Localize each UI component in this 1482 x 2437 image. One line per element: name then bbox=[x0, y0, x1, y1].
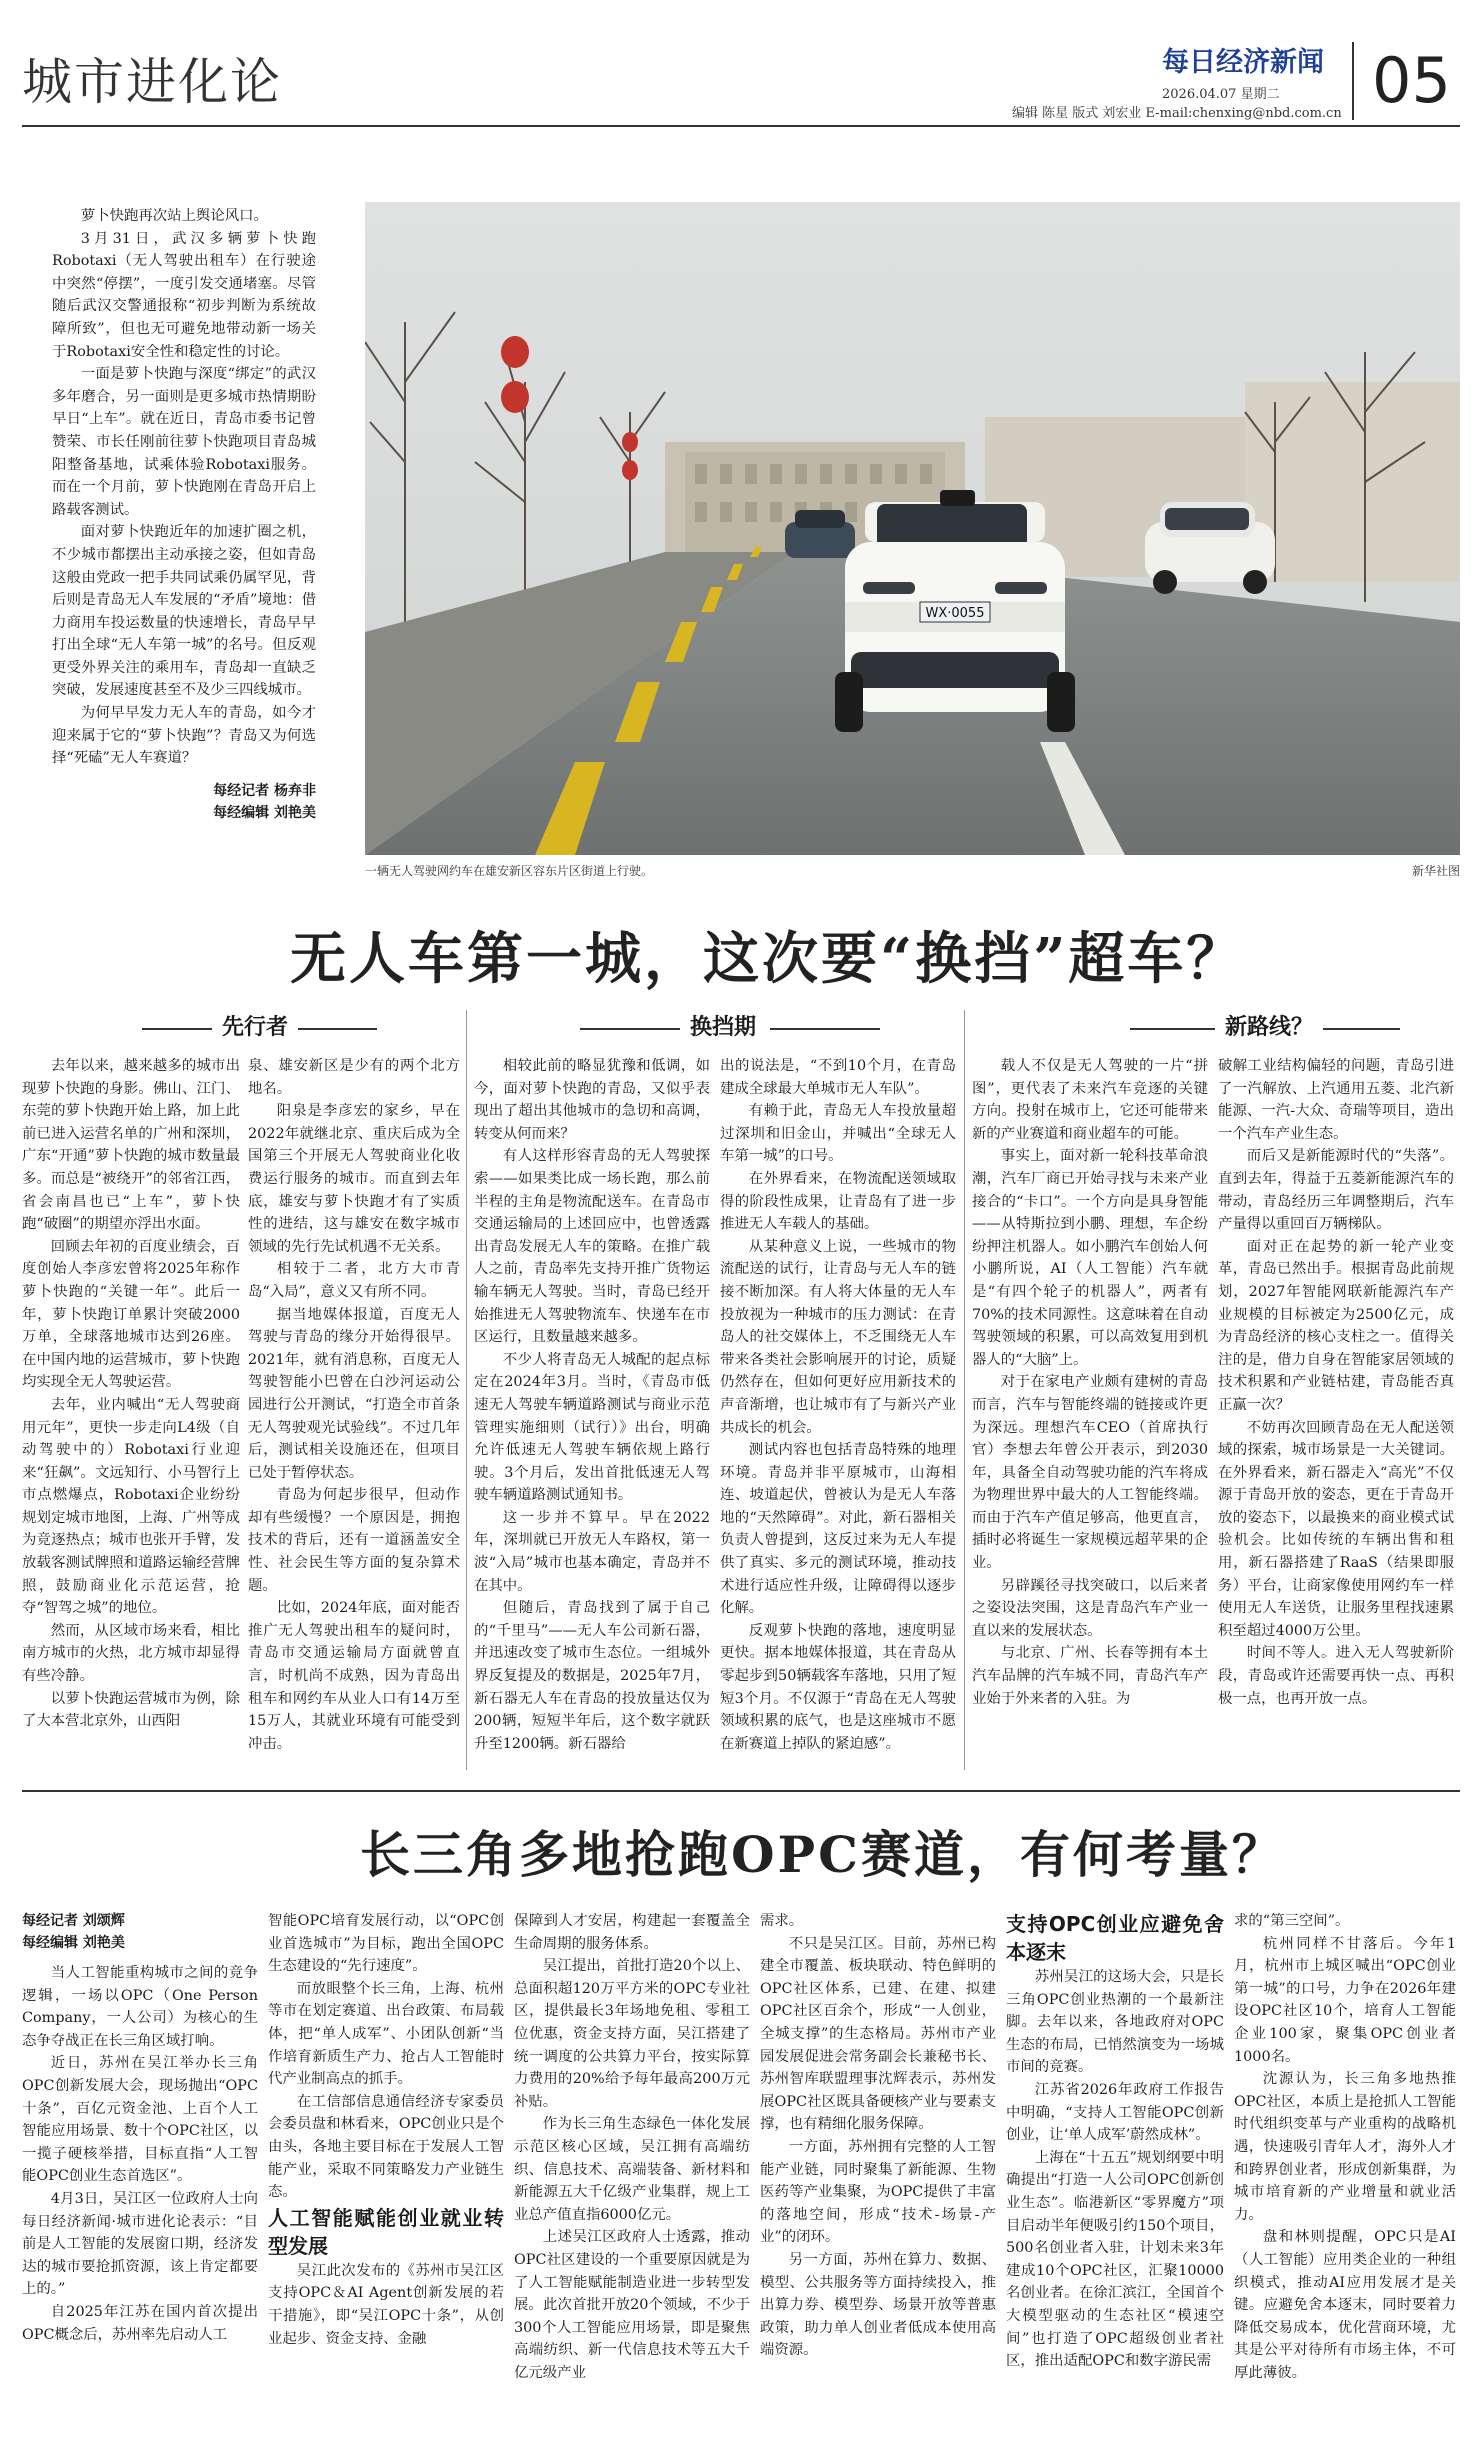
paragraph: 4月3日，吴江区一位政府人士向每日经济新闻·城市进化论表示：“目前是人工智能的发展窗口期，经济发达的城市要抢抓资源，该上肯定都要上的。” bbox=[22, 2190, 258, 2298]
paragraph: 载人不仅是无人驾驶的一片“拼图”，更代表了未来汽车竞逐的关键方向。投射在城市上，它还可能带来新的产业赛道和商业超车的可能。 bbox=[972, 1058, 1208, 1142]
paragraph: 当人工智能重构城市之间的竞争逻辑，一场以OPC（One Person Company，一人公司）为核心的生态争夺战正在长三角区域打响。 bbox=[22, 1965, 258, 2049]
paragraph: 青岛为何起步很早，但动作却有些缓慢？一个原因是，拥抱技术的背后，还有一道涵盖安全性、社会民生等方面的复杂算术题。 bbox=[248, 1487, 460, 1594]
paragraph: 近日，苏州在吴江举办长三角OPC创新发展大会，现场抛出“OPC十条”，百亿元资金池、上百个人工智能应用场景、数十个OPC社区，以一揽子硬核举措，目标直指“人工智能OPC创业生态首选区”。 bbox=[22, 2055, 258, 2185]
newspaper-brand: 每日经济新闻 bbox=[1162, 47, 1324, 78]
paragraph: 而放眼整个长三角，上海、杭州等市在划定赛道、出台政策、布局载体，把“单人成军”、小团队创新“当作培育新质生产力、抢占人工智能时代产业制高点的抓手。 bbox=[268, 1980, 504, 2088]
paragraph: 不少人将青岛无人城配的起点标定在2024年3月。当时，《青岛市低速无人驾驶车辆道路测试与商业示范管理实施细则（试行）》出台，明确允许低速无人驾驶车辆依规上路行驶。3个月后，发出首批低速无人驾驶车辆道路测试通知书。 bbox=[474, 1351, 710, 1504]
paragraph: 江苏省2026年政府工作报告中明确，“支持人工智能OPC创新创业，让‘单人成军’蔚然成林”。 bbox=[1006, 2081, 1224, 2144]
paragraph: 智能OPC培育发展行动，以“OPC创业首选城市”为目标，跑出全国OPC生态建设的“先行速度”。 bbox=[268, 1913, 504, 1975]
paragraph: 吴江提出，首批打造20个以上、总面积超120万平方米的OPC专业社区，提供最长3年场地免租、零租工位优惠，资金支持方面，吴江搭建了统一调度的公共算力平台，按实际算力费用的20%给予每年最高200万元补贴。 bbox=[514, 1958, 750, 2110]
paragraph: 事实上，面对新一轮科技革命浪潮，汽车厂商已开始寻找与未来产业接合的“卡口”。一个方向是具身智能——从特斯拉到小鹏、理想，车企纷纷押注机器人。如小鹏汽车创始人何小鹏所说，AI（人工智能）汽车就是“有四个轮子的机器人”，两者有70%的技术同源性。这意味着在自动驾驶领域的积累，可以高效复用到机器人的“大脑”上。 bbox=[972, 1148, 1208, 1368]
intro-column bbox=[52, 205, 316, 824]
section-rule bbox=[770, 1028, 880, 1030]
section-title-new-route: 新路线？ bbox=[1215, 1010, 1323, 1041]
paragraph: 相较于二者，北方大市青岛“入局”，意义又有所不同。 bbox=[248, 1261, 460, 1300]
subheading: 人工智能赋能创业就业转型发展 bbox=[268, 2205, 504, 2258]
paragraph: 这一步并不算早。早在2022年，深圳就已开放无人车路权，第一波“入局”城市也基本确定，青岛并不在其中。 bbox=[474, 1509, 710, 1594]
paragraph: 对于在家电产业颇有建树的青岛而言，汽车与智能终端的链接或许更为深远。理想汽车CEO（首席执行官）李想去年曾公开表示，到2030年，具备全自动驾驶功能的汽车将成为物理世界中最大的人工智能终端。而由于汽车产值足够高，他更直言，插时必将诞生一家规模远超苹果的企业。 bbox=[972, 1374, 1208, 1572]
article1-col1 bbox=[22, 1055, 240, 1733]
paragraph: 与北京、广州、长春等拥有本土汽车品牌的汽车城不同，青岛汽车产业始于外来者的入驻。为 bbox=[972, 1645, 1208, 1707]
paragraph: 有人这样形容青岛的无人驾驶探索——如果类比成一场长跑，那么前半程的主角是物流配送车。在青岛市交通运输局的上述回应中，也曾透露出青岛发展无人车的策略。在推广载人之前，青岛率先支持开推广货物运输车辆无人驾驶。当时，青岛已经开始推进无人驾驶物流车、快递车在市区运行，且数量越来越多。 bbox=[474, 1148, 710, 1346]
paragraph: 阳泉是李彦宏的家乡，早在2022年就继北京、重庆后成为全国第三个开展无人驾驶商业化收费运行服务的城市。而直到去年底，雄安与萝卜快跑才有了实质性的进结，这与雄安在数字城市领域的先行先试机遇不无关系。 bbox=[248, 1103, 460, 1255]
paragraph: 破解工业结构偏轻的问题，青岛引进了一汽解放、上汽通用五菱、北汽新能源、一汽-大众、奇瑞等项目，造出一个汽车产业生态。 bbox=[1218, 1058, 1454, 1142]
paragraph: 不妨再次回顾青岛在无人配送领域的探索，城市场景是一大关键词。在外界看来，新石器走入“高光”不仅源于青岛开放的姿态，更在于青岛开放的姿态下，以最换来的商业模式试验机会。比如传统的车辆出售和租用，新石器搭建了RaaS（结果即服务）平台，让商家像使用网约车一样使用无人车送货，让服务里程找速累积至超过4000万公里。 bbox=[1218, 1419, 1454, 1639]
reporter-byline: 每经记者 杨弃非 bbox=[213, 782, 316, 799]
paragraph: 而后又是新能源时代的“失落”。直到去年，得益于五菱新能源汽车的带动，青岛经历三年调整期后，汽车产量得以重回百万辆梯队。 bbox=[1218, 1148, 1454, 1233]
paragraph: 回顾去年初的百度业绩会，百度创始人李彦宏曾将2025年称作萝卜快跑的“关键一年”。此后一年，萝卜快跑订单累计突破2000万单，全球落地城市达到26座。在中国内地的运营城市，萝卜快跑均实现全无人驾驶运营。 bbox=[22, 1238, 240, 1391]
paragraph: 另一方面，苏州在算力、数据、模型、公共服务等方面持续投入，推出算力券、模型券、场景开放等普惠政策，助力单人创业者低成本使用高端资源。 bbox=[760, 2251, 996, 2359]
article2-col5 bbox=[1006, 1910, 1224, 2373]
paragraph: 比如，2024年底，面对能否推广无人驾驶出租车的疑问时，青岛市交通运输局方面就曾直言，时机尚不成熟，因为青岛出租车和网约车从业人口有14万至15万人，其就业环境有可能受到冲击。 bbox=[248, 1600, 460, 1752]
photo-credit: 新华社图 bbox=[1412, 864, 1461, 878]
article2-col6 bbox=[1234, 1910, 1456, 2384]
license-plate-text: WX·0055 bbox=[925, 606, 985, 621]
article1-col4 bbox=[720, 1055, 956, 1755]
page-number: 05 bbox=[1372, 44, 1451, 117]
subheading: 支持OPC创业应避免舍本逐末 bbox=[1006, 1912, 1224, 1964]
intro-paragraph: 一面是萝卜快跑与深度“绑定”的武汉多年磨合，另一面则是更多城市热情期盼早日“上车”。就在近日，青岛市委书记曾赞荣、市长任刚前往萝卜快跑项目青岛城阳整备基地，试乘体验Robotaxi服务。而在一个月前，萝卜快跑刚在青岛开启上路载客测试。 bbox=[52, 366, 316, 518]
column-divider bbox=[466, 1010, 467, 1770]
article2-headline: 长三角多地抢跑OPC赛道，有何考量？ bbox=[360, 1825, 1285, 1884]
article1-col5 bbox=[972, 1055, 1208, 1710]
photo-caption: 一辆无人驾驶网约车在雄安新区容东片区街道上行驶。 bbox=[365, 864, 654, 878]
section-rule bbox=[297, 1028, 377, 1030]
paragraph: 求的“第三空间”。 bbox=[1234, 1913, 1350, 1929]
paragraph: 作为长三角生态绿色一体化发展示范区核心区域，吴江拥有高端纺织、信息技术、高端装备、新材料和新能源五大千亿级产业集群，规上工业总产值直指6000亿元。 bbox=[514, 2116, 750, 2223]
paragraph: 吴江此次发布的《苏州市吴江区支持OPC＆AI Agent创新发展的若干措施》，即“吴江OPC十条”，从创业起步、资金支持、金融 bbox=[268, 2262, 504, 2347]
editor-byline: 每经编辑 刘艳美 bbox=[22, 1935, 125, 1951]
paragraph: 从某种意义上说，一些城市的物流配送的试行，让青岛与无人车的链接不断加深。有人将大体量的无人车投放视为一种城市的压力测试：在青岛人的社交媒体上，不乏围绕无人车带来各类社会影响展开的讨论，质疑仍然存在，但如何更好应用新技术的声音渐增，也让城市有了与新兴产业共成长的机会。 bbox=[720, 1238, 956, 1436]
paragraph: 杭州同样不甘落后。今年1月，杭州市上城区喊出“OPC创业第一城”的口号，力争在2026年建设OPC社区10个，培育人工智能企业100家，聚集OPC创业者1000名。 bbox=[1234, 1935, 1456, 2065]
section-rule bbox=[1130, 1028, 1220, 1030]
paragraph: 上述吴江区政府人士透露，推动OPC社区建设的一个重要原因就是为了人工智能赋能制造业进一步转型发展。此次首批开放20个领域，不少于300个人工智能应用场景，即是聚焦高端纺织、新一代信息技术等五大千亿元级产业 bbox=[514, 2229, 750, 2381]
section-header-shift bbox=[470, 1010, 960, 1046]
article1-col6 bbox=[1218, 1055, 1454, 1710]
column-divider bbox=[964, 1010, 965, 1770]
article2-col2 bbox=[268, 1910, 504, 2350]
article-separator bbox=[22, 1790, 1460, 1792]
paragraph: 去年，业内喊出“无人驾驶商用元年”，更快一步走向L4级（自动驾驶中的）Robotaxi行业迎来“狂飙”。文远知行、小马智行上市点燃爆点，Robotaxi企业纷纷规划定城市地图，上海、广州等成为竞逐热点；城市也张开手臂，发放载客测试牌照和道路运输经营牌照，鼓励商业化示范运营，抢夺“智驾之城”的地位。 bbox=[22, 1396, 240, 1617]
paragraph: 时间不等人。进入无人驾驶新阶段，青岛或许还需要再快一点、再积极一点，也再开放一点。 bbox=[1218, 1645, 1454, 1707]
intro-paragraph: 面对萝卜快跑近年的加速扩圈之机，不少城市都摆出主动承接之姿，但如青岛这般由党政一把手共同试乘仍属罕见，背后则是青岛无人车发展的“矛盾”境地：借力商用车投运数量的快速增长，青岛早早打出全球“无人车第一城”的名号。但反观更受外界关注的乘用车，青岛却一直缺乏突破，发展速度甚至不及少三四线城市。 bbox=[52, 524, 316, 699]
paragraph: 泉、雄安新区是少有的两个北方地名。 bbox=[248, 1058, 460, 1097]
paragraph: 面对正在起势的新一轮产业变革，青岛已然出手。根据青岛此前规划，2027年智能网联新能源汽车产业规模的目标被定为2500亿元，成为青岛经济的核心支柱之一。值得关注的是，借力自身在智能家居领域的技术积累和产业链枯建，青岛能否真正赢一次？ bbox=[1218, 1238, 1454, 1413]
intro-paragraph: 为何早早发力无人车的青岛，如今才迎来属于它的“萝卜快跑”？青岛又为何选择“死磕”无人车赛道？ bbox=[52, 705, 316, 767]
section-rule bbox=[1310, 1028, 1400, 1030]
paragraph: 据当地媒体报道，百度无人驾驶与青岛的缘分开始得很早。2021年，就有消息称，百度无人驾驶智能小巴曾在白沙河运动公园进行公开测试，“打造全市首条无人驾驶观光试验线”。不过几年后，测试相关设施还在，但项目已处于暂停状态。 bbox=[248, 1306, 460, 1481]
paragraph: 另辟蹊径寻找突破口，以后来者之姿设法突围，这是青岛汽车产业一直以来的发展状态。 bbox=[972, 1577, 1208, 1639]
paragraph: 反观萝卜快跑的落地，速度明显更快。据本地媒体报道，其在青岛从零起步到50辆载客车落地，只用了短短3个月。不仅源于“青岛在无人驾驶领域积累的底气，也是这座城市不愿在新赛道上掉队的紧迫感”。 bbox=[720, 1622, 956, 1752]
paragraph: 保障到人才安居，构建起一套覆盖全生命周期的服务体系。 bbox=[514, 1913, 750, 1952]
paragraph: 有赖于此，青岛无人车投放量超过深圳和旧金山，并喊出“全球无人车第一城”的口号。 bbox=[720, 1103, 956, 1165]
paragraph: 不只是吴江区。目前，苏州已构建全市覆盖、板块联动、特色鲜明的OPC社区体系，已建、在建、拟建OPC社区百余个，形成“一人创业，全城支撑”的生态格局。苏州市产业园发展促进会常务副会长兼秘书长、苏州智库联盟理事沈辉表示，苏州发展OPC社区既具备硬核产业与要素支撑，也有精细化服务保障。 bbox=[760, 1935, 996, 2133]
paragraph: 需求。 bbox=[760, 1913, 804, 1929]
article1-headline: 无人车第一城，这次要“换挡”超车？ bbox=[290, 926, 1246, 992]
paragraph: 沈源认为，长三角多地热推OPC社区，本质上是抢抓人工智能时代组织变革与产业重构的战略机遇，快速吸引青年人才，海外人才和跨界创业者，形成创新集群，为城市培育新的产业增量和就业活力。 bbox=[1234, 2071, 1456, 2223]
paragraph: 上海在“十五五”规划纲要中明确提出“打造一人公司OPC创新创业生态”。临港新区“零界魔方”项目启动半年便吸引约150个项目，500名创业者入驻，计划未来3年建成10个OPC社区，汇聚10000名创业者。在徐汇滨江，全国首个大模型驱动的生态社区“模速空间”也打造了OPC超级创业者社区，推出适配OPC和数字游民需 bbox=[1006, 2149, 1224, 2370]
paragraph: 自2025年江苏在国内首次提出OPC概念后，苏州率先启动人工 bbox=[22, 2303, 258, 2343]
paragraph: 出的说法是，“不到10个月，在青岛建成全球最大单城市无人车队”。 bbox=[720, 1058, 956, 1097]
paragraph: 苏州吴江的这场大会，只是长三角OPC创业热潮的一个最新注脚。去年以来，各地政府对OPC生态的布局，已悄然演变为一场城市间的竞赛。 bbox=[1006, 1969, 1224, 2076]
issue-date: 2026.04.07 星期二 bbox=[1162, 87, 1280, 102]
section-title: 城市进化论 bbox=[22, 53, 282, 111]
section-title-pioneer: 先行者 bbox=[212, 1010, 298, 1041]
paragraph: 去年以来，越来越多的城市出现萝卜快跑的身影。佛山、江门、东莞的萝卜快跑开始上路，加上此前已进入运营名单的广州和深圳，广东“开通”萝卜快跑的城市数量最多。而总是“被绕开”的邻省江西，省会南昌也已“上车”，萝卜快跑“破圈”的期望亦浮出水面。 bbox=[22, 1058, 240, 1233]
article2-col3 bbox=[514, 1910, 750, 2384]
paragraph: 一方面，苏州拥有完整的人工智能产业链，同时聚集了新能源、生物医药等产业集聚，为OPC提供了丰富的落地空间，形成“技术-场景-产业”的闭环。 bbox=[760, 2138, 996, 2246]
article2-col4 bbox=[760, 1910, 996, 2362]
section-header-new-route bbox=[985, 1010, 1455, 1046]
paragraph: 在外界看来，在物流配送领域取得的阶段性成果，让青岛有了进一步推进无人车载人的基础。 bbox=[720, 1170, 956, 1233]
paragraph: 测试内容也包括青岛特殊的地理环境。青岛并非平原城市，山海相连、坡道起伏，曾被认为是无人车落地的“天然障碍”。对此，新石器相关负责人曾提到，这反过来为无人车提供了真实、多元的测试环境，推动技术进行适应性升级，让障碍得以逐步化解。 bbox=[720, 1442, 956, 1617]
editor-line: 编辑 陈星 版式 刘宏业 E-mail:chenxing@nbd.com.cn bbox=[1012, 106, 1342, 121]
article1-col3 bbox=[474, 1055, 710, 1755]
article1-col2 bbox=[248, 1055, 460, 1755]
section-title-shift: 换挡期 bbox=[680, 1010, 766, 1041]
intro-paragraph: 萝卜快跑再次站上舆论风口。 bbox=[80, 208, 268, 224]
header-divider bbox=[1352, 42, 1354, 120]
paragraph: 然而，从区域市场来看，相比南方城市的火热，北方城市却显得有些冷静。 bbox=[22, 1622, 240, 1685]
robotaxi-street-photo bbox=[365, 202, 1460, 855]
intro-paragraph: 3月31日，武汉多辆萝卜快跑Robotaxi（无人驾驶出租车）在行驶途中突然“停摆”，一度引发交通堵塞。尽管随后武汉交警通报称“初步判断为系统故障所致”，但也无可避免地带动新一场关于Robotaxi安全性和稳定性的讨论。 bbox=[52, 230, 316, 360]
paragraph: 相较此前的略显犹豫和低调，如今，面对萝卜快跑的青岛，又似乎表现出了超出其他城市的急切和高调，转变从何而来？ bbox=[474, 1058, 710, 1142]
paragraph: 但随后，青岛找到了属于自己的“千里马”——无人车公司新石器，并迅速改变了城市生态位。一组城外界反复提及的数据是，2025年7月，新石器无人车在青岛的投放量达仅为200辆，短短半年后，这个数字就跃升至1200辆。新石器给 bbox=[474, 1600, 710, 1752]
paragraph: 盘和林则提醒，OPC只是AI（人工智能）应用类企业的一种组织模式，推动AI应用发展才是关键。应避免舍本逐末，同时要着力降低交易成本，优化营商环境，尤其是公平对待所有市场主体，不可厚此薄彼。 bbox=[1234, 2229, 1456, 2381]
article2-col1 bbox=[22, 1910, 258, 2346]
news-photo bbox=[365, 202, 1460, 855]
editor-byline: 每经编辑 刘艳美 bbox=[213, 804, 316, 821]
paragraph: 以萝卜快跑运营城市为例，除了大本营北京外，山西阳 bbox=[22, 1690, 240, 1730]
section-header-pioneer bbox=[22, 1010, 462, 1046]
paragraph: 在工信部信息通信经济专家委员会委员盘和林看来，OPC创业只是个由头，各地主要目标在于发展人工智能产业，采取不同策略发力产业链生态。 bbox=[268, 2093, 504, 2201]
header-rule bbox=[22, 125, 1460, 127]
reporter-byline: 每经记者 刘颂辉 bbox=[22, 1913, 125, 1929]
